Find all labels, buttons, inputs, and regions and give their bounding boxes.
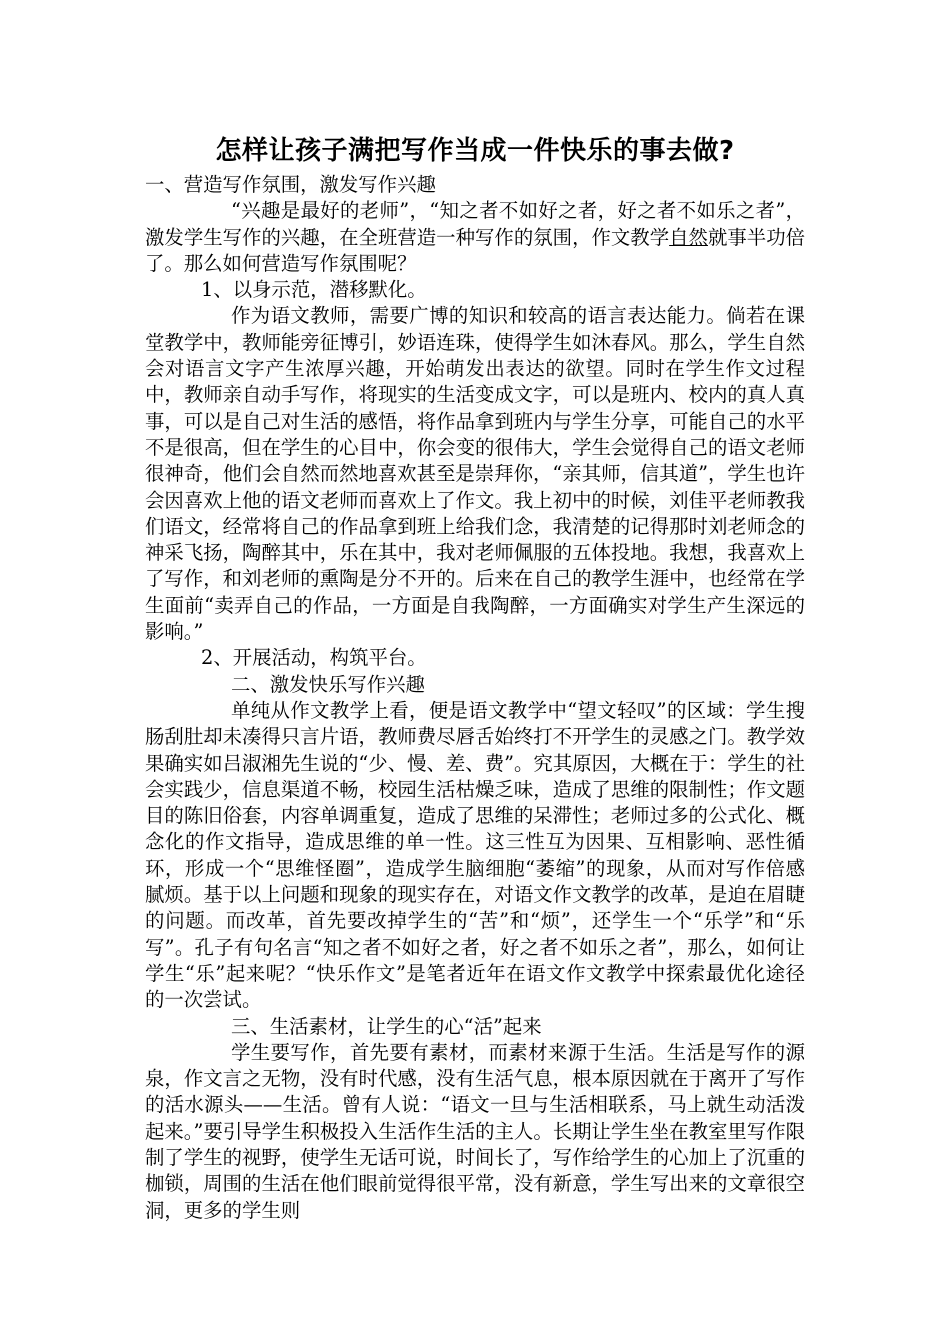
underlined-word: 自然 [669, 225, 708, 249]
intro-text-before: “兴趣是最好的老师”，“知之者不如好之者，好之者不如乐之者”，激发学生写作的兴趣，在全班营造一种写作的氛围，作文教学 [145, 199, 805, 249]
section1-heading: 一、营造写作氛围，激发写作兴趣 [145, 173, 436, 196]
section2-heading: 二、激发快乐写作兴趣 [231, 672, 425, 696]
section1-intro-paragraph [145, 198, 805, 277]
document-title: 怎样让孩子满把写作当成一件快乐的事去做? [215, 136, 735, 166]
subsection1-heading: 1、以身示范，潜移默化。 [201, 278, 427, 302]
document-body [145, 172, 805, 1224]
intro-text-after: 就事半功倍了。那么如何营造写作氛围呢？ [145, 225, 806, 275]
section3-heading: 三、生活素材，让学生的心“活”起来 [231, 1014, 542, 1038]
subsection1-paragraph: 作为语文教师，需要广博的知识和较高的语言表达能力。倘若在课堂教学中，教师能旁征博引，妙语连珠，使得学生如沐春风。那么，学生自然会对语言文字产生浓厚兴趣，开始萌发出表达的欲望。同时在学生作文过程中，教师亲自动手写作，将现实的生活变成文字，可以是班内、校内的真人真事，可以是自己对生活的感悟，将作品拿到班内与学生分享，可能自己的水平不是很高，但在学生的心目中，你会变的很伟大，学生会觉得自己的语文老师很神奇，他们会自然而然地喜欢甚至是崇拜你，“亲其师，信其道”，学生也许会因喜欢上他的语文老师而喜欢上了作文。我上初中的时候，刘佳平老师教我们语文，经常将自己的作品拿到班上给我们念，我清楚的记得那时刘老师念的神采飞扬，陶醉其中，乐在其中，我对老师佩服的五体投地。我想，我喜欢上了写作，和刘老师的熏陶是分不开的。后来在自己的教学生涯中，也经常在学生面前“卖弄自己的作品，一方面是自我陶醉，一方面确实对学生产生深远的影响。” [145, 304, 805, 644]
section2-paragraph: 单纯从作文教学上看，便是语文教学中“望文轻叹”的区域：学生搜肠刮肚却未凑得只言片语，教师费尽唇舌始终打不开学生的灵感之门。教学效果确实如吕淑湘先生说的“少、慢、差、费”。究其原因，大概在于：学生的社会实践少，信息渠道不畅，校园生活枯燥乏味，造成了思维的限制性；作文题目的陈旧俗套，内容单调重复，造成了思维的呆滞性；老师过多的公式化、概念化的作文指导，造成思维的单一性。这三性互为因果、互相影响、恶性循环，形成一个“思维怪圈”，造成学生脑细胞“萎缩”的现象，从而对写作倍感腻烦。基于以上问题和现象的现实存在，对语文作文教学的改革，是迫在眉睫的问题。而改革，首先要改掉学生的“苦”和“烦”，还学生一个“乐学”和“乐写”。孔子有句名言“知之者不如好之者，好之者不如乐之者”，那么，如何让学生“乐”起来呢？“快乐作文”是笔者近年在语文作文教学中探索最优化途径的一次尝试。 [145, 698, 805, 1012]
section3-paragraph: 学生要写作，首先要有素材，而素材来源于生活。生活是写作的源泉，作文言之无物，没有时代感，没有生活气息，根本原因就在于离开了写作的活水源头——生活。曾有人说：“语文一旦与生活相联系，马上就生动活泼起来。”要引导学生积极投入生活作生活的主人。长期让学生坐在教室里写作限制了学生的视野，使学生无话可说，时间长了，写作给学生的心加上了沉重的枷锁，周围的生活在他们眼前觉得很平常，没有新意，学生写出来的文章很空洞，更多的学生则 [145, 1040, 805, 1222]
subsection2-heading: 2、开展活动，构筑平台。 [201, 646, 427, 670]
